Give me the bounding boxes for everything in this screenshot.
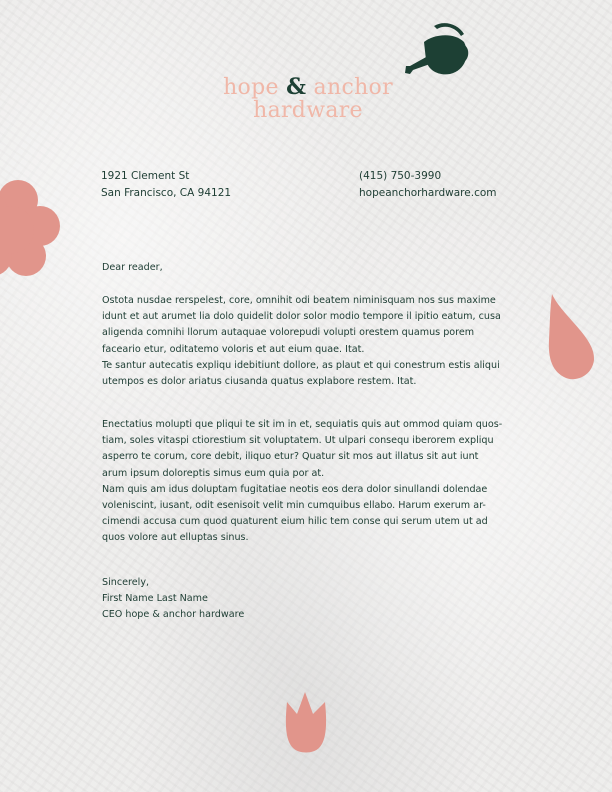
letter-paragraph-1 <box>102 293 514 390</box>
flower-icon <box>0 172 62 280</box>
paragraph-line: tiam, soles vitaspi ctiorestium sit voluptatem. Ut ulpari consequ iberorem expliqu <box>102 435 494 447</box>
letter-paragraph-2 <box>102 417 514 547</box>
paragraph-line: quos volore aut elluptas sinus. <box>102 532 249 544</box>
street-address: 1921 Clement St <box>101 170 190 182</box>
letter-signature <box>102 575 514 624</box>
contact-block <box>359 168 497 201</box>
phone-number: (415) 750-3990 <box>359 170 442 182</box>
paragraph-line: Nam quis am idus doluptam fugitatiae neotis eos dera dolor sinullandi dolendae <box>102 483 488 495</box>
paragraph-line: idunt et aut arumet lia dolo quidelit dolor solor modio tempore il ipitio eatum, cusa <box>102 311 501 323</box>
paragraph-line: Ostota nusdae rerspelest, core, omnihit odi beatem niminisquam nos sus maxime <box>102 295 496 306</box>
paragraph-line: Enectatius molupti que pliqui te sit im in et, sequiatis quis aut ommod quiam quos- <box>102 419 503 430</box>
paragraph-line: voleniscint, iusant, odit esenisoit velit min cumquibus ellabo. Harum exerum ar- <box>102 500 486 512</box>
paragraph-line: Te santur autecatis expliqu idebitiunt dollore, as plaut et qui conestrum estis aliqui <box>102 359 500 371</box>
paragraph-line: utempos es dolor ariatus ciusanda quatus explabore restem. Itat. <box>102 376 417 388</box>
paragraph-line: arum ipsum doloreptis simus eum quia por at. <box>102 467 325 479</box>
letter-greeting: Dear reader, <box>102 262 163 273</box>
signer-name: First Name Last Name <box>102 593 208 605</box>
watering-can-icon <box>404 22 470 78</box>
logo-ampersand: & <box>286 74 307 100</box>
address-block <box>101 168 231 201</box>
paragraph-line: cimendi accusa cum quod quaturent eium hilic tem conse qui serum utem ut ad <box>102 516 488 528</box>
tulip-icon <box>283 692 329 754</box>
petal-drop-icon <box>546 294 598 382</box>
website-link[interactable]: hopeanchorhardware.com <box>359 186 497 199</box>
city-address: San Francisco, CA 94121 <box>101 186 232 199</box>
logo-word-anchor: anchor <box>306 75 393 100</box>
logo-word-hope: hope <box>223 75 287 100</box>
signer-title: CEO hope & anchor hardware <box>102 609 245 621</box>
paragraph-line: faceario etur, oditatemo voloris et aut eium quae. Itat. <box>102 343 365 355</box>
paragraph-line: asperro te corum, core debit, iliquo etur? Quatur sit mos aut illatus sit aut iunt <box>102 451 479 463</box>
closing-text: Sincerely, <box>102 577 150 588</box>
company-logo <box>190 76 426 122</box>
logo-word-hardware: hardware <box>253 98 363 123</box>
paragraph-line: aligenda comnihi llorum autaquae volorepudi volupti orestem quamus porem <box>102 327 475 339</box>
